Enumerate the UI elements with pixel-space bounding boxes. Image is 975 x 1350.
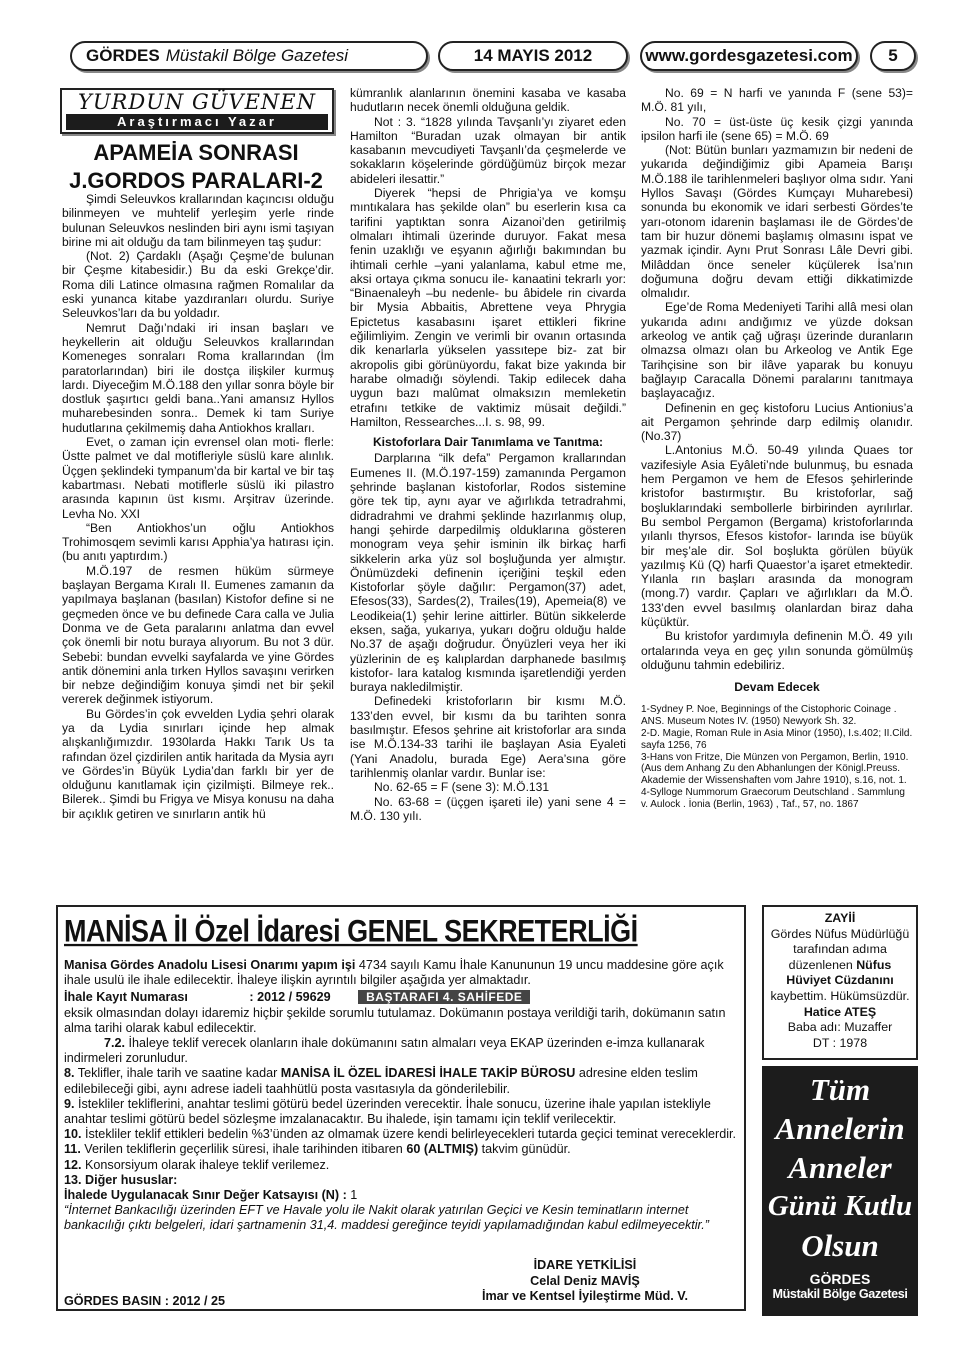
registration-value: : 2012 / 59629: [249, 990, 331, 1005]
signature-role: İmar ve Kentsel İyileştirme Müd. V.: [481, 1289, 689, 1303]
mothers-day-sign-1: GÖRDES: [809, 1271, 871, 1287]
continued-label: Devam Edecek: [734, 680, 820, 695]
website-link[interactable]: www.gordesgazetesi.com: [645, 46, 853, 65]
author-logo-name: YURDUN GÜVENEN: [77, 90, 316, 114]
paragraph: Bu kristofor yardımıyla definenin M.Ö. 49 yılı ortalarında veya en geç yılın sonunda gömülmüş olduğunu tahmin edebiliriz.: [641, 629, 913, 672]
lost-notice-box: [762, 905, 918, 1060]
paragraph: No. 62-65 = F (sene 3): M.Ö.131: [374, 780, 550, 795]
continued-tag: BAŞTARAFI 4. SAHİFEDE: [358, 990, 530, 1004]
ad-signature: [470, 1258, 700, 1305]
paragraph: Evet, o zaman için evrensel olan moti- flerle: Üstte palmet ve dal motifleriyle süslü kare alınlık. Üçgen şeklindeki tympanum’da bir kartal ve bir taş kabartması. Nebati motiflerle süslü iki pilastro arasında kapının üst kısmı. Arşitrav üzerinde. Levha No. XXI: [62, 435, 334, 521]
paragraph: No. 63-68 = (üçgen işareti ile) yani sene 4 = M.Ö. 130 yılı.: [350, 794, 626, 823]
paper-tagline: Müstakil Bölge Gazetesi: [165, 46, 349, 65]
ad-paragraph: 13. Diğer hususlar:: [64, 1172, 178, 1187]
ad-paragraph: 12. Konsorsiyum olarak ihaleye teklif verilemez.: [64, 1157, 330, 1172]
masthead-pill: [70, 41, 428, 71]
references: [641, 704, 913, 810]
paragraph: Diyerek “hepsi de Phrigia’ya ve komşu mıntıkalara has şekilde olan” bu eserlerin kısa ca tarifini yaptıktan sonra Aizanoi’den getirilmiş olmaları ihtimali üzerinde duruyor. Fakat mesa fenin uzaklığı ve eşyanın ağırlığı bakımından bu ihtimali cerhle –yani yalanlama, kabul etme me, aksi ortaya çıkma sonucu ile- kanaatini tekrarlı yor: “Binaenaleyh –bu nedenle- bu âbidele rin civarda bir Mysia Abbaitis, Abrettene veya Phrygia Epictetus kasabasını işaret ettikleri fikrine eğilimliyim. Zengin ve verimli bir ovanın ortasında dik kenarlarla yükselen yassıtepe biz- zat bir akropolis gibi görünüyordu, fakat bize yakında bir harabe olmadığı söylendi. Takip edilecek daha uygun bazı malûmat olmaksızın memleketin etrafını tetkike de vaktimiz müsait değildi.” Hamilton, Ressearches...I. s. 98, 99.: [350, 186, 626, 429]
ad-paragraph: 7.2. İhaleye teklif verecek olanların ihale dokümanını satın almaları veya EKAP üzerinden e-imza kullanarak indirmeleri zorunludur.: [64, 1036, 705, 1066]
reference-item: 4-Sylloge Nummorum Graecorum Deutschland . Sammlung v. Aulock . İonia (Berlin, 1963) , Taf., 57, no. 1867: [641, 787, 905, 810]
ad-paragraph: eksik olmasından dolayı idaremiz hiçbir şekilde sorumlu tutulamaz. Dokümanın postaya verildiği tarih, dokümanın satın alma tarihi olarak kabul edilecektir.: [64, 1005, 726, 1035]
paragraph: “Ben Antiokhos’un oğlu Antiokhos Trohimosqem sevimli karısı Apphia’ya hatırası için. (bu anıtı yaptırdım.): [62, 520, 334, 564]
paragraph: Darplarına “ilk defa” Pergamon krallarından Eumenes II. (M.Ö.197-159) zamanında Pergamon şehrinde başlanan kistoforlar, Rodos sistemine göre tek tip, aynı ayar ve ağırlıkda tetradrahmi, didradrahmi ve drahmi şeklinde hazırlanmış olup, hangi şehirde darpedilmiş olduklarına gösteren monogram veya şehir isminin ilk birkaç harfi sikkelerin arka yüz sol boşluğunda yer almıştır. Önümüzdeki definenin içeriğini teşkil eden Kistoforlar şöyle dağılır: Pergamon(37) adet, Efesos(33), Sardes(2), Trailes(19), Apemeia(8) ve Leodikeia(1) şehir lerine aittirler. Bütün sikkelerde eksen, sağa, yukarıya, yukarı doğru olduğu halde No.37 de aşağı doğrudur. Önyüzleri veya her iki yüzlerinin de eş kalıplardan darphanede basılmış kistofor- lara katalog kısmında işaretlendiği yerden buraya nakledilmiştir.: [350, 451, 626, 695]
signature-title: İDARE YETKİLİSİ: [533, 1258, 637, 1272]
reference-item: 2-D. Magie, Roman Rule in Asia Minor (1950), I.s.402; II.Cild. sayfa 1256, 76: [641, 728, 913, 751]
paragraph: No. 70 = üst-üste üç kesik çizgi yanında ipsilon harfi ile (sene 65) = M.Ö. 69: [641, 114, 913, 143]
mothers-day-sign-2: Müstakil Bölge Gazetesi: [772, 1287, 908, 1301]
ad-notice: “İnternet Bankacılığı üzerinden EFT ve Havale yolu ile Nakit olarak yatırılan Geçici ve Kesin teminatların internet bankacılığı çıktı belgeleri, idari şartnamenin 31,4. maddesi gereğince teyidi yapılamadığından kabul edilmeyecektir.”: [64, 1203, 709, 1233]
header-bar: [0, 0, 975, 80]
ad-paragraph: 8. Teklifler, ihale tarih ve saatine kadar MANİSA İL ÖZEL İDARESİ İHALE TAKİP BÜROSU adresine elden teslim edilebileceği gibi, aynı adrese iadeli taahhütlü posta vasıtasıyla da gönderilebilir.: [64, 1066, 698, 1096]
paragraph: No. 69 = N harfi ve yanında F (sene 53)= M.Ö. 81 yılı,: [641, 86, 913, 115]
date-pill: [438, 41, 628, 71]
page-number: 5: [888, 46, 898, 65]
lost-notice-title: ZAYİİ: [824, 911, 856, 925]
website-pill: [640, 41, 858, 71]
lost-notice-father: Baba adı: Muzaffer: [787, 1020, 893, 1035]
section-subhead: Kistoforlara Dair Tanımlama ve Tanıtma:: [372, 435, 604, 450]
article-column-3: [641, 86, 913, 898]
article-column-2: [350, 86, 626, 898]
ad-paragraph: 9. İstekliler tekliflerini, anahtar teslimi götürü bedel üzerinden verecektir. İhale sonucu, üzerine ihale yapılan istekliyle anahtar teslimi götürü bedel sözleşme imzalanacaktır. Bu ihalede, işin tamamı için teklif verilecektir.: [64, 1096, 711, 1127]
author-logo: [60, 88, 334, 134]
lost-notice-birth: DT : 1978: [812, 1035, 868, 1050]
paragraph: kümranlık alanlarının önemini kasaba ve kasaba hudutların necek önemli olduğuna geldik.: [350, 86, 626, 115]
signature-name: Celal Deniz MAVİŞ: [530, 1273, 640, 1288]
paragraph: Bu Gördes’in çok evvelden Lydia şehri olarak ya da Lydia sınırları içinde hep almak alışkanlığımızdır. 1930larda Hakkı Tarık Us ta rafından özel çizdirilen antik haritada da Mysia ayrı ve Gördes’in Büyük Lydia’dan farklı bir yer de olduğunu kanıtlamak için çizilmişti. Bilmeye rek.. Bilerek.. Şimdi bu Frigya ve Misya konusu na daha bir açıklık getiren ve sınırların antik hü: [62, 706, 334, 821]
ad-paragraph: 11. Verilen tekliflerin geçerlilik süresi, ihale tarihinden itibaren 60 (ALTMIŞ) takvim günüdür.: [64, 1142, 571, 1157]
mothers-day-box: [762, 1066, 918, 1316]
reference-item: 3-Hans von Fritze, Die Münzen von Pergamon, Berlin, 1910. (Aus dem Anhang Zu den Abhanlungen der Königl.Preuss. Akademie der Wissenshaften vom Jahre 1910), s.16, not. 1.: [641, 751, 909, 787]
paragraph: Definedeki kristoforların bir kısmı M.Ö. 133’den evvel, bir kısmı da bu tarihten sonra basılmıştır. Efesos şehrine ait kristoforlar ara sında ise M.Ö.134-33 tarihi ile başlayan Asia Eyaleti (Yani Anadolu, burada Ege) Aera’sına göre tarihlenmiş olanlar vardır. Bunlar ise:: [350, 694, 626, 780]
reference-item: 1-Sydney P. Noe, Beginnings of the Cistophoric Coinage . ANS. Museum Notes IV. (1950) Newyork Sh. 32.: [641, 704, 897, 728]
mothers-day-message: Tüm Annelerin Anneler Günü Kutlu Olsun: [767, 1072, 913, 1263]
paragraph: Not : 3. “1828 yılında Tavşanlı’yı ziyaret eden Hamilton “Buradan uzak olmayan bir antik kasabanın mevcudiyeti Tavşanlı’da çeşmelerde ve sokakların köşelerinde gördüğümüz birçok mezar abideleri ilesattir.”: [350, 114, 626, 186]
ad-paragraph: İhalede Uygulanacak Sınır Değer Katsayısı (N) : 1: [64, 1188, 358, 1203]
page-number-pill: [870, 41, 916, 71]
paragraph: (Not: Bütün bunları yazmamızın bir nedeni de yukarıda değindiğimiz gibi Apameia Barışı M.Ö.188 ile tarihlenmeleri başlıyor olma sıdır. Yani Hyllos Savaşı (Gördes Kumçayı Muharebesi) sonunda bu ekonomik ve idari serbesti Gördes’te yarı-otonom idarenin başlaması ile de Gördes’de tam bir huzur dönemi başlamış olmasını ispat ve yazmak içindir. Aynı Prut Sonrası Lâle Devri gibi. Milâddan önce seneler küçülerek İsa’nın doğumuna doğru devam ettiği dikkatimizde olmalıdır.: [641, 143, 913, 301]
lost-notice-name: Hatice ATEŞ: [803, 1004, 877, 1019]
author-logo-sub: Araştırmacı Yazar: [66, 114, 328, 130]
press-code: GÖRDES BASIN : 2012 / 25: [64, 1294, 225, 1308]
lost-notice-text: Gördes Nüfus Müdürlüğü tarafından adıma düzenlenen Nüfus Hüviyet Cüzdanını kaybettim. Hükümsüzdür.: [770, 926, 910, 1003]
tender-ad-body: [64, 958, 740, 1258]
tender-ad-title: MANİSA İl Özel İdaresi GENEL SEKRETERLİĞİ: [64, 914, 638, 949]
article-title-2: J.GORDOS PARALARI-2: [69, 168, 323, 193]
ad-registration: [64, 990, 740, 1005]
paper-name: GÖRDES: [86, 46, 160, 65]
paragraph: Şimdi Seleuvkos krallarından kaçıncısı olduğu bilinmeyen ve muhtelif yerleşim yerle rinde bulunan Seleuvkos neslinden biri aynı ismi taşıyan birine mi ait olduğu da tam bilinmeyen taş şudur:: [62, 192, 334, 249]
paragraph: Nemrut Dağı’ndaki iri insan başları ve heykellerin ait olduğu Seleuvkos krallarından Komeneges sonraları Roma krallarından (İm paratorlarından) biri ile dostça ilişkiler kurmuş lardı. Diyeceğim M.Ö.188 den yıllar sonra böyle bir dostluk şaşırtıcı geldi bana..Yani amansız Hyllos muharebesinden sonra.. Demek ki tam Suriye hudutlarına çekilmemiş daha Antiokhos kralları.: [62, 320, 334, 435]
article-title-1: APAMEİA SONRASI: [93, 140, 299, 165]
ad-intro: Manisa Gördes Anadolu Lisesi Onarımı yapım işi 4734 sayılı Kamu İhale Kanununun 19 uncu maddesine göre açık ihale usulü ile ihale edilecektir. İhaleye ilişkin ayrıntılı bilgiler aşağıda yer almaktadır.: [64, 958, 724, 988]
paragraph: Definenin en geç kistoforu Lucius Antionius’a ait Pergamon şehrinde darp edilmiş olanıdır. (No.37): [641, 400, 913, 444]
registration-label: İhale Kayıt Numarası: [64, 990, 188, 1005]
paragraph: M.Ö.197 de resmen hüküm sürmeye başlayan Bergama Kıralı II. Eumenes zamanın da yapılmaya başlanan (basılan) Kistofor define si ne geçmeden önce ve bu definede Cara calla ve Julia Donma ve de Geta paralarını anlatma dan evvel çok önemli bir notu buraya alıyorum. Bu not 3 dür. Sebebi: bundan evvelki sayfalarda ve yine Gördes antik dönemini anla tırken Hyllos savaşını verirken bir nebze değindiğim konuya şimdi net bir şekil vererek değinmek istiyorum.: [62, 563, 334, 707]
paragraph: Ege’de Roma Medeniyeti Tarihi allâ mesi olan yukarıda adını andığımız ve yüzde doksan arkeolog ve antik çağ uğraşı üzerinde duranların olmazsa olmazı olan bu Arkeolog ve Antik Ege Tarihçisine son bir ilâve yaparak bu konuyu bağlayıp Caracalla Dönemi paralarını tanıtmaya başlayacağız.: [641, 300, 913, 401]
paragraph: (Not. 2) Çardaklı (Aşağı Çeşme’de bulunan bir Çeşme kitabesidir.) Bu da eski Grekçe’dir. Roma dili Latince olmasına rağmen Romalılar da eski yunanca kitabe yazdıranları olurdu. Suriye Seleuvkos’ları da bu yoldadır.: [62, 249, 334, 321]
ad-paragraph: 10. İstekliler teklif ettikleri bedelin %3’ünden az olmamak üzere kendi belirleyecekleri tutarda geçici teminat vereceklerdir.: [64, 1127, 736, 1142]
issue-date: 14 MAYIS 2012: [473, 46, 593, 65]
article-column-1: [62, 192, 334, 896]
paragraph: L.Antonius M.Ö. 50-49 yılında Quaes tor vazifesiyle Asia Eyâleti’nde bulunmuş, bu esnada hem Pergamon ve hem de Efesos şehirlerinde kristofor bastırmıştır. Bu kristoforlar, sağ boşluklarındaki sembollerle birbirinden ayrılırlar. Bu sembol Pergamon (Bergama) kristoforlarında yılanlı thyrsos, Efesos kistofor- larında ise büyük bir meş’ale dir. Sol boşlukta görülen büyük yazılmış Kü (Q) harfi Quaestor’a işaret etmektedir. Yılanla rın başları arasında da monogram (mong.7) vardır. Çapları ve ağırlıkları da M.Ö. 133’den evvel basılmış olanlardan biraz daha küçüktür.: [641, 443, 913, 629]
